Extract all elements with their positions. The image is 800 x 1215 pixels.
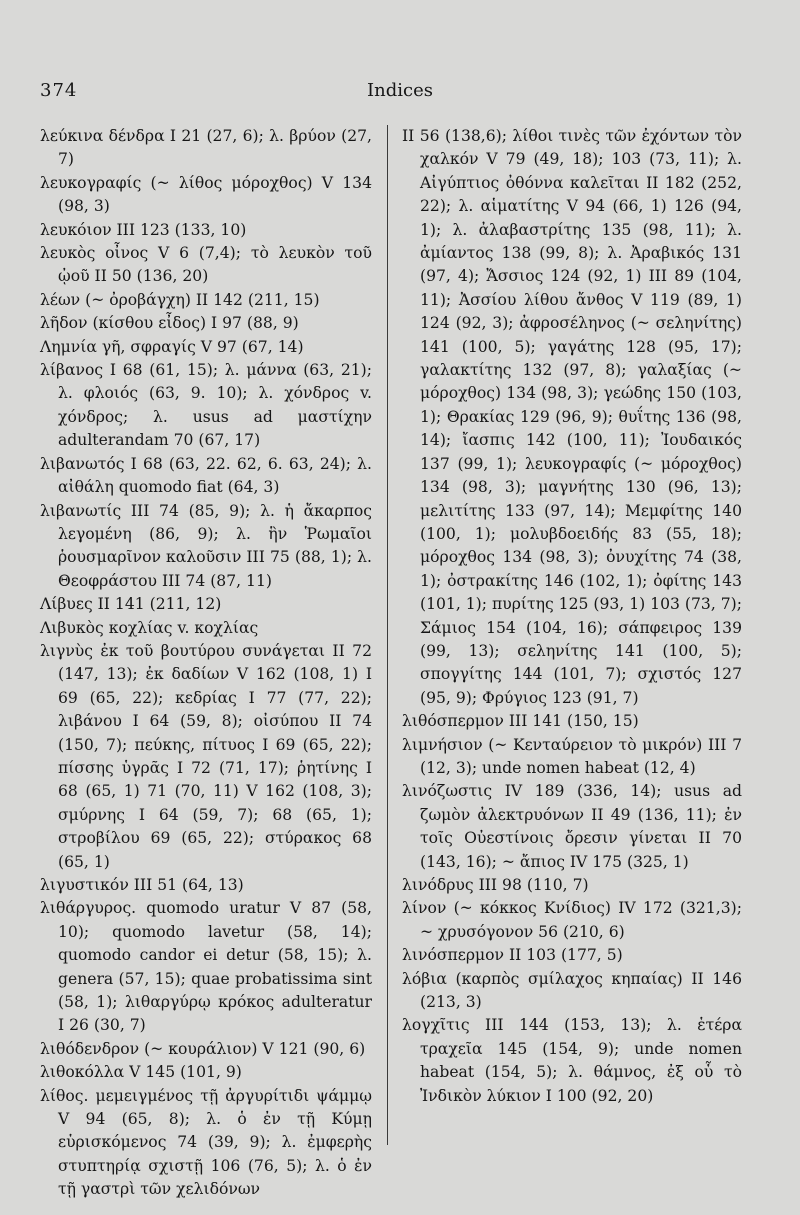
index-entry: II 56 (138,6); λίθοι τινὲς τῶν ἐχόντων τὸν χαλκόν V 79 (49, 18); 103 (73, 11); λ. Αἰγύπτιος ὀθόννα καλεῖται II 182 (252, 22); λ. αἱματίτης V 94 (66, 1) 126 (94, 1); λ. ἀλαβαστρίτης 135 (98, 11); λ. ἀμίαντος 138 (99, 8); λ. Ἀραβικός 131 (97, 4); Ἄσσιος 124 (92, 1) III 89 (104, 11); Ἀσσίου λίθου ἄνθος V 119 (89, 1) 124 (92, 3); ἀφροσέληνος (~ σεληνίτης) 141 (100, 5); γαγάτης 128 (95, 17); γαλακτίτης 132 (97, 8); γαλαξίας (~ μόροχθος) 134 (98, 3); γεώδης 150 (103, 1); Θρακίας 129 (96, 9); θυΐτης 136 (98, 14); ἴασπις 142 (100, 11); Ἰουδαικός 137 (99, 1); λευκογραφίς (~ μόροχθος) 134 (98, 3); μαγνήτης 130 (96, 13); μελιτίτης 133 (97, 14); Μεμφίτης 140 (100, 1); μολυβδοειδής 83 (55, 18); μόροχθος 134 (98, 3); ὀνυχίτης 74 (38, 1); ὀστρακίτης 146 (102, 1); ὀφίτης 143 (101, 1); πυρίτης 125 (93, 1) 103 (73, 7); Σάμιος 154 (104, 16); σάπφειρος 139 (99, 13); σεληνίτης 141 (100, 5); σπογγίτης 144 (101, 7); σχιστός 127 (95, 9); Φρύγιος 123 (91, 7) bbox=[402, 127, 742, 707]
index-entry: λιθάργυρος. quomodo uratur V 87 (58, 10); quomodo lavetur (58, 14); quomodo candor ei detur (58, 15); λ. genera (57, 15); quae probatissima sint (58, 1); λιθαργύρῳ κρόκος adulteratur I 26 (30, 7) bbox=[40, 899, 372, 1035]
index-entry: λινόζωστις IV 189 (336, 14); usus ad ζωμὸν ἀλεκτρυόνων II 49 (136, 11); ἐν τοῖς Οὐεστίνοις ὄρεσιν γίνεται II 70 (143, 16); ~ ἄπιος IV 175 (325, 1) bbox=[402, 782, 742, 871]
column-divider bbox=[387, 125, 388, 1145]
index-entry: Λίβυες II 141 (211, 12) bbox=[40, 595, 222, 614]
index-entry: λιβανωτός I 68 (63, 22. 62, 6. 63, 24); λ. αἰθάλη quomodo fiat (64, 3) bbox=[40, 454, 372, 497]
index-entry: λόβια (καρπὸς σμίλαχος κηπαίας) II 146 (213, 3) bbox=[402, 969, 742, 1012]
index-column-right bbox=[402, 125, 742, 1108]
index-entry: λιθόδενδρον (~ κουράλιον) V 121 (90, 6) bbox=[40, 1039, 366, 1058]
page-header bbox=[0, 72, 800, 112]
running-head: Indices bbox=[367, 80, 433, 101]
index-entry: λιμνήσιον (~ Κενταύρειον τὸ μικρόν) III 7 (12, 3); unde nomen habeat (12, 4) bbox=[402, 735, 742, 777]
index-entry: λῆδον (κίσθου εἶδος) I 97 (88, 9) bbox=[40, 314, 299, 333]
index-entry: λίνον (~ κόκκος Κνίδιος) IV 172 (321,3); ~ χρυσόγονον 56 (210, 6) bbox=[402, 899, 742, 941]
index-entry: λίθος. μεμειγμένος τῇ ἀργυρίτιδι ψάμμῳ V 94 (65, 8); λ. ὁ ἐν τῇ Κύμῃ εὑρισκόμενος 74 (39, 9); λ. ἐμφερὴς στυπτηρίᾳ σχιστῇ 106 (76, 5); λ. ὁ ἐν τῇ γαστρὶ τῶν χελιδόνων bbox=[40, 1086, 372, 1199]
index-entry: λιθοκόλλα V 145 (101, 9) bbox=[40, 1063, 242, 1082]
index-entry: λογχῖτις III 144 (153, 13); λ. ἑτέρα τραχεῖα 145 (154, 9); unde nomen habeat (154, 5); λ. θάμνος, ἐξ οὗ τὸ Ἰνδικὸν λύκιον I 100 (92, 20) bbox=[402, 1016, 742, 1105]
index-entry: λιθόσπερμον III 141 (150, 15) bbox=[402, 712, 639, 731]
index-column-left bbox=[40, 125, 372, 1202]
page-number: 374 bbox=[40, 80, 78, 101]
index-entry: λιγνὺς ἐκ τοῦ βουτύρου συνάγεται II 72 (147, 13); ἐκ δαδίων V 162 (108, 1) I 69 (65, 22); κεδρίας I 77 (77, 22); λιβάνου I 64 (59, 8); οἰσύπου II 74 (150, 7); πεύκης, πίτυος I 69 (65, 22); πίσσης ὑγρᾶς I 72 (71, 17); ῥητίνης I 68 (65, 1) 71 (70, 11) V 162 (108, 3); σμύρνης I 64 (59, 7); 68 (65, 1); στροβίλου 69 (65, 22); στύρακος 68 (65, 1) bbox=[40, 641, 372, 871]
index-entry: λευκογραφίς (~ λίθος μόροχθος) V 134 (98, 3) bbox=[40, 173, 372, 216]
index-entry: λινόδρυς III 98 (110, 7) bbox=[402, 876, 589, 894]
index-entry: λιγυστικόν III 51 (64, 13) bbox=[40, 876, 244, 894]
index-entry: Λημνία γῆ, σφραγίς V 97 (67, 14) bbox=[40, 337, 304, 356]
index-entry: λιβανωτίς III 74 (85, 9); λ. ἡ ἄκαρπος λεγομένη (86, 9); λ. ἣν Ῥωμαῖοι ῥουσμαρῖνον καλοῦσιν III 75 (88, 1); λ. Θεοφράστου III 74 (87, 11) bbox=[40, 501, 372, 590]
index-entry: λευκόιον III 123 (133, 10) bbox=[40, 220, 247, 239]
index-entry: λίβανος I 68 (61, 15); λ. μάννα (63, 21); λ. φλοιός (63, 9. 10); λ. χόνδρος v. χόνδρος; λ. usus ad μαστίχην adulterandam 70 (67, 17) bbox=[40, 361, 372, 450]
index-entry: λινόσπερμον II 103 (177, 5) bbox=[402, 946, 623, 965]
index-entry: λεύκινα δένδρα I 21 (27, 6); λ. βρύον (27, 7) bbox=[40, 127, 372, 169]
index-entry: λέων (~ ὀροβάγχη) II 142 (211, 15) bbox=[40, 290, 320, 309]
index-entry: λευκὸς οἶνος V 6 (7,4); τὸ λευκὸν τοῦ ᾠοῦ II 50 (136, 20) bbox=[40, 244, 372, 286]
index-entry: Λιβυκὸς κοχλίας v. κοχλίας bbox=[40, 618, 259, 637]
